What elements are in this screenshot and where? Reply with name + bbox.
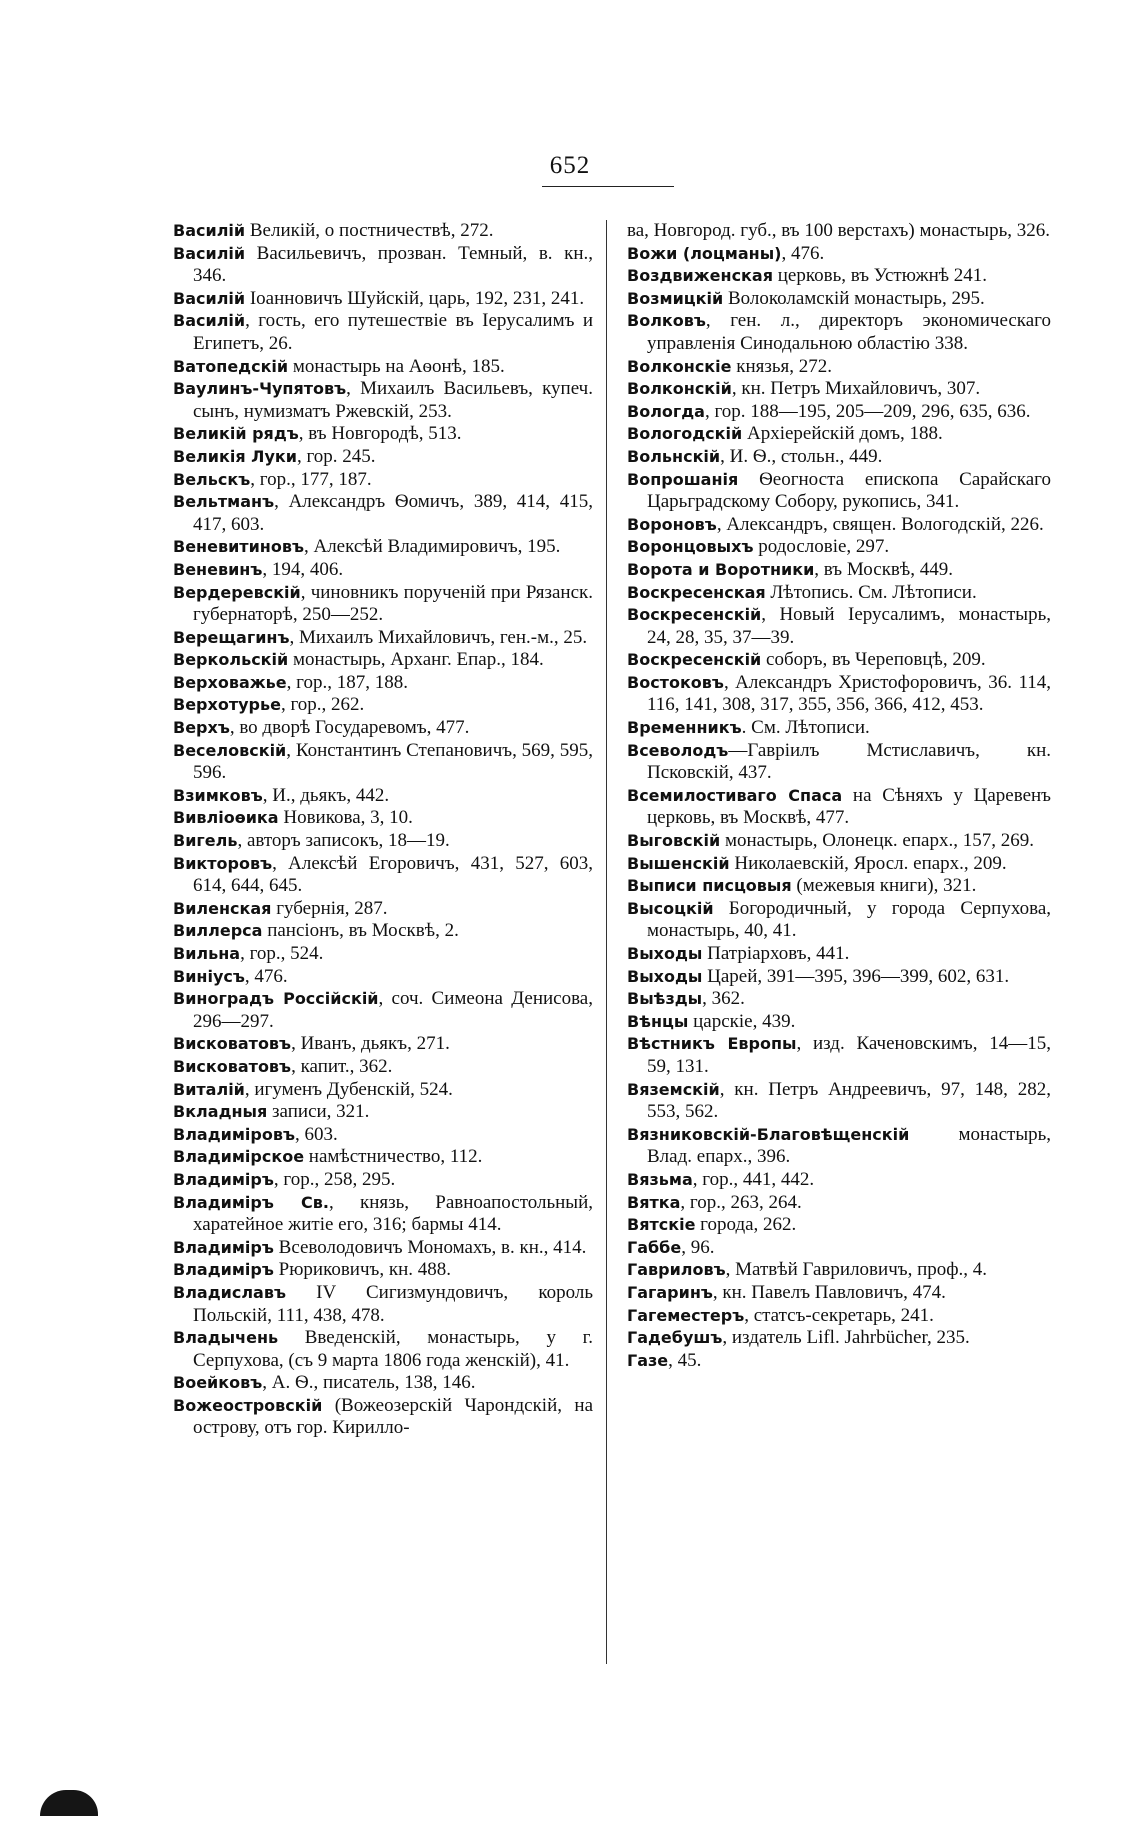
entry-text: , Михаилъ Васильевъ, купеч. сынъ, нумизматъ Ржевскій, 253. bbox=[193, 378, 593, 422]
entry-headword: Василій bbox=[173, 243, 246, 263]
entry-text: Рюриковичъ, кн. 488. bbox=[273, 1259, 452, 1281]
entry-headword: Висковатовъ bbox=[173, 1056, 292, 1076]
index-entry bbox=[627, 1169, 1051, 1192]
entry-headword: Владиміровъ bbox=[173, 1124, 295, 1144]
entry-headword: Верхъ bbox=[173, 718, 230, 738]
index-entry bbox=[173, 1056, 593, 1079]
entry-text: монастырь, Арханг. Епар., 184. bbox=[288, 649, 544, 671]
index-entry bbox=[173, 1079, 593, 1102]
entry-text: , изд. Каченовскимъ, 14—15, 59, 131. bbox=[647, 1033, 1051, 1077]
index-entry bbox=[627, 1327, 1051, 1350]
entry-headword: Вязьма bbox=[627, 1169, 693, 1189]
entry-headword: Возмицкій bbox=[627, 288, 724, 308]
index-entry bbox=[627, 1192, 1051, 1215]
index-entry bbox=[173, 649, 593, 672]
entry-text: , Алексѣй Егоровичъ, 431, 527, 603, 614, 644, 645. bbox=[193, 852, 593, 897]
entry-headword: Вороновъ bbox=[627, 514, 717, 534]
entry-text: церковь, въ Устюжнѣ 241. bbox=[772, 265, 988, 287]
index-entry bbox=[173, 1259, 593, 1282]
entry-headword: Вятскіе bbox=[627, 1215, 696, 1235]
index-entry bbox=[173, 1395, 593, 1440]
entry-headword: Высоцкій bbox=[627, 898, 714, 918]
entry-text: , И. Ѳ., стольн., 449. bbox=[720, 445, 883, 467]
index-entry bbox=[173, 243, 593, 288]
entry-text: , гор., 177, 187. bbox=[250, 468, 372, 490]
index-entry bbox=[627, 830, 1051, 853]
entry-text: , князь, Равноапостольный, харатейное житіе его, 316; бармы 414. bbox=[193, 1191, 593, 1236]
index-entry bbox=[173, 1101, 593, 1124]
index-entry bbox=[627, 672, 1051, 717]
entry-text: , капит., 362. bbox=[291, 1055, 393, 1077]
entry-headword: Василій bbox=[173, 221, 246, 240]
index-entry bbox=[627, 582, 1051, 605]
entry-headword: Владиміръ bbox=[173, 1260, 274, 1280]
index-entry bbox=[627, 875, 1051, 898]
entry-headword: Виніусъ bbox=[173, 966, 245, 986]
entry-text: , во дворѣ Государевомъ, 477. bbox=[229, 717, 470, 739]
entry-headword: Виленская bbox=[173, 898, 272, 918]
entry-text: , Михаилъ Михайловичъ, ген.-м., 25. bbox=[289, 626, 588, 648]
entry-headword: Воздвиженская bbox=[627, 266, 773, 286]
entry-headword: Виталій bbox=[173, 1079, 245, 1099]
entry-headword: Выходы bbox=[627, 944, 703, 963]
index-entry bbox=[173, 559, 593, 582]
entry-text: , гость, его путешествіе въ Іерусалимъ и Египетъ, 26. bbox=[193, 310, 593, 354]
entry-headword: Великій рядъ bbox=[173, 424, 299, 444]
entry-headword: Всеволодъ bbox=[627, 740, 729, 760]
index-entry bbox=[627, 966, 1051, 989]
entry-headword: Вельскъ bbox=[173, 469, 251, 489]
index-entry bbox=[627, 898, 1051, 943]
index-entry bbox=[627, 310, 1051, 355]
entry-text: монастырь, Влад. епарх., 396. bbox=[647, 1123, 1051, 1168]
entry-headword: Верховажье bbox=[173, 672, 287, 692]
entry-headword: Волковъ bbox=[627, 311, 706, 331]
index-entry bbox=[173, 807, 593, 830]
entry-text: Патріарховъ, 441. bbox=[702, 943, 850, 964]
entry-text: Іоанновичъ Шуйскій, царь, 192, 231, 241. bbox=[245, 287, 585, 309]
entry-headword: Воскресенскій bbox=[627, 650, 762, 670]
index-entry bbox=[173, 920, 593, 943]
entry-text: , Иванъ, дьякъ, 271. bbox=[291, 1033, 450, 1055]
entry-headword: Выходы bbox=[627, 966, 703, 986]
entry-headword: Ваулинъ-Чупятовъ bbox=[173, 379, 347, 399]
index-entry bbox=[173, 943, 593, 966]
entry-text: , И., дьякъ, 442. bbox=[262, 784, 390, 806]
index-entry bbox=[627, 423, 1051, 446]
entry-text: , кн. Павелъ Павловичъ, 474. bbox=[712, 1281, 946, 1303]
entry-headword: Викторовъ bbox=[173, 853, 273, 873]
entry-headword: Выговскій bbox=[627, 831, 721, 851]
index-entry bbox=[173, 446, 593, 469]
entry-headword: Вильна bbox=[173, 944, 241, 963]
index-entry bbox=[173, 1327, 593, 1372]
entry-text: родословіе, 297. bbox=[753, 536, 890, 558]
entry-text: Великій, о постничествѣ, 272. bbox=[245, 220, 494, 241]
index-entry bbox=[627, 401, 1051, 424]
index-entry bbox=[627, 943, 1051, 966]
entry-text: , Новый Іерусалимъ, монастырь, 24, 28, 35, 37—39. bbox=[647, 604, 1051, 648]
entry-headword: Владимірское bbox=[173, 1147, 305, 1167]
entry-text: (межевыя книги), 321. bbox=[791, 875, 977, 897]
entry-headword: Гавриловъ bbox=[627, 1260, 726, 1280]
entry-headword: Веркольскій bbox=[173, 650, 289, 670]
index-entry bbox=[173, 423, 593, 446]
entry-headword: Висковатовъ bbox=[173, 1034, 292, 1054]
entry-text: , гор. 188—195, 205—209, 296, 635, 636. bbox=[704, 400, 1031, 422]
entry-headword: Владиміръ Св. bbox=[173, 1192, 329, 1212]
entry-text: губернія, 287. bbox=[271, 897, 388, 919]
index-entry bbox=[627, 243, 1051, 266]
entry-text: монастырь на Аѳонѣ, 185. bbox=[288, 355, 505, 377]
entry-headword: Виноградъ Россійскій bbox=[173, 989, 379, 1009]
entry-headword: Вяземскій bbox=[627, 1079, 720, 1099]
index-entry bbox=[627, 1282, 1051, 1305]
index-entry bbox=[627, 1079, 1051, 1124]
entry-headword: Вологда bbox=[627, 401, 705, 421]
index-entry bbox=[173, 853, 593, 898]
entry-headword: Вѣнцы bbox=[627, 1011, 689, 1031]
index-entry bbox=[627, 536, 1051, 559]
entry-text: Васильевичъ, прозван. Темный, в. кн., 346. bbox=[193, 242, 593, 287]
entry-text: , гор., 263, 264. bbox=[680, 1191, 802, 1213]
index-entry bbox=[627, 220, 1051, 243]
entry-text: Введенскій, монастырь, у г. Серпухова, (съ 9 марта 1806 года женскій), 41. bbox=[193, 1327, 593, 1371]
entry-headword: Вышенскій bbox=[627, 853, 730, 873]
entry-text: IV Сигизмундовичъ, король Польскій, 111, 438, 478. bbox=[193, 1281, 593, 1326]
entry-text: , соч. Симеона Денисова, 296—297. bbox=[193, 988, 593, 1032]
index-entry bbox=[173, 582, 593, 627]
entry-headword: Волконскій bbox=[627, 379, 732, 399]
index-entry bbox=[627, 649, 1051, 672]
index-entry bbox=[627, 1214, 1051, 1237]
index-entry bbox=[627, 469, 1051, 514]
entry-headword: Вердеревскій bbox=[173, 582, 301, 602]
index-entry bbox=[627, 785, 1051, 830]
index-entry bbox=[627, 1033, 1051, 1078]
entry-headword: Востоковъ bbox=[627, 672, 724, 692]
entry-text: , гор., 262. bbox=[280, 694, 365, 716]
entry-text: , гор. 245. bbox=[296, 445, 376, 467]
entry-headword: Воскресенскій bbox=[627, 605, 762, 625]
entry-text: Волоколамскій монастырь, 295. bbox=[723, 287, 985, 309]
entry-text: , Константинъ Степановичъ, 569, 595, 596. bbox=[193, 739, 593, 784]
entry-text: города, 262. bbox=[695, 1214, 797, 1236]
entry-headword: Ворота и Воротники bbox=[627, 559, 815, 579]
entry-text: —Гавріилъ Мстиславичъ, кн. Псковскій, 437. bbox=[647, 739, 1051, 784]
index-entry bbox=[173, 356, 593, 379]
entry-text: , гор., 524. bbox=[240, 943, 324, 964]
entry-headword: Гадебушъ bbox=[627, 1328, 723, 1348]
index-entry bbox=[173, 627, 593, 650]
entry-headword: Гагаринъ bbox=[627, 1282, 713, 1302]
entry-headword: Вивліоѳика bbox=[173, 808, 279, 828]
entry-headword: Воейковъ bbox=[173, 1373, 263, 1393]
entry-text: , кн. Петръ Михайловичъ, 307. bbox=[731, 378, 981, 400]
entry-text: , Александръ Христофоровичъ, 36. 114, 116, 141, 308, 317, 355, 356, 366, 412, 453. bbox=[647, 671, 1051, 716]
index-entry bbox=[173, 1146, 593, 1169]
index-entry bbox=[627, 717, 1051, 740]
entry-headword: Верхотурье bbox=[173, 695, 281, 715]
index-entry bbox=[173, 1237, 593, 1260]
entry-headword: Вѣстникъ Европы bbox=[627, 1034, 797, 1054]
index-entry bbox=[173, 672, 593, 695]
entry-text: , чиновникъ порученій при Рязанск. губернаторѣ, 250—252. bbox=[193, 581, 593, 626]
entry-text: , 362. bbox=[702, 988, 745, 1010]
entry-text: , кн. Петръ Андреевичъ, 97, 148, 282, 553, 562. bbox=[647, 1078, 1051, 1123]
index-entry bbox=[627, 559, 1051, 582]
index-column-left bbox=[173, 220, 593, 1440]
entry-headword: Временникъ bbox=[627, 718, 742, 738]
entry-headword: Вязниковскій-Благовѣщенскій bbox=[627, 1124, 910, 1144]
entry-headword: Владиміръ bbox=[173, 1169, 274, 1189]
index-entry bbox=[627, 988, 1051, 1011]
index-entry bbox=[173, 288, 593, 311]
entry-text: , 45. bbox=[668, 1349, 702, 1371]
entry-text: , 603. bbox=[295, 1123, 338, 1145]
entry-headword: Выписи писцовыя bbox=[627, 876, 792, 896]
entry-text: , гор., 258, 295. bbox=[273, 1168, 396, 1190]
index-entry bbox=[627, 1011, 1051, 1034]
entry-text: , 194, 406. bbox=[262, 558, 344, 580]
index-entry bbox=[173, 740, 593, 785]
entry-headword: Вигель bbox=[173, 831, 238, 851]
index-entry bbox=[173, 1282, 593, 1327]
entry-headword: Великія Луки bbox=[173, 446, 297, 466]
entry-text: записи, 321. bbox=[267, 1101, 370, 1123]
entry-headword: Вопрошанія bbox=[627, 469, 739, 489]
entry-text: , 476. bbox=[781, 242, 825, 264]
index-entry bbox=[627, 1305, 1051, 1328]
entry-text: Царей, 391—395, 396—399, 602, 631. bbox=[702, 965, 1010, 987]
entry-headword: Владиславъ bbox=[173, 1282, 286, 1302]
entry-text: Николаевскій, Яросл. епарх., 209. bbox=[729, 852, 1007, 874]
entry-text: пансіонъ, въ Москвѣ, 2. bbox=[262, 920, 459, 942]
index-entry bbox=[173, 310, 593, 355]
index-entry bbox=[627, 514, 1051, 537]
entry-headword: Василій bbox=[173, 311, 246, 331]
entry-text: царскіе, 439. bbox=[688, 1010, 796, 1032]
index-entry bbox=[627, 1124, 1051, 1169]
entry-text: , игуменъ Дубенскій, 524. bbox=[244, 1078, 453, 1100]
index-entry bbox=[627, 356, 1051, 379]
index-entry bbox=[173, 469, 593, 492]
entry-headword: Взимковъ bbox=[173, 785, 263, 805]
index-column-right bbox=[627, 220, 1051, 1372]
entry-headword: Вожи (лоцманы) bbox=[627, 243, 782, 263]
index-entry bbox=[627, 1350, 1051, 1373]
entry-text: , гор., 441, 442. bbox=[692, 1168, 815, 1190]
entry-headword: Гагеместеръ bbox=[627, 1305, 745, 1325]
entry-headword: Вологодскій bbox=[627, 424, 743, 444]
entry-headword: Виллерса bbox=[173, 921, 263, 941]
index-entry bbox=[173, 1124, 593, 1147]
scan-edge-mark bbox=[40, 1790, 98, 1816]
entry-text: на Сѣняхъ у Царевенъ церковь, въ Москвѣ, 477. bbox=[647, 784, 1051, 829]
index-entry bbox=[627, 604, 1051, 649]
entry-headword: Веневитиновъ bbox=[173, 537, 304, 557]
entry-headword: Всемилостиваго Спаса bbox=[627, 785, 843, 805]
index-entry bbox=[627, 265, 1051, 288]
index-entry bbox=[173, 1033, 593, 1056]
index-entry bbox=[173, 785, 593, 808]
index-entry bbox=[173, 898, 593, 921]
entry-headword: Вельтманъ bbox=[173, 492, 275, 512]
entry-text: , Александръ, священ. Вологодскій, 226. bbox=[716, 513, 1044, 535]
entry-text: , Александръ Ѳомичъ, 389, 414, 415, 417, 603. bbox=[193, 491, 593, 535]
entry-text: намѣстничество, 112. bbox=[304, 1146, 483, 1168]
entry-text: , издатель Lifl. Jahrbücher, 235. bbox=[722, 1327, 970, 1349]
entry-headword: Вожеостровскій bbox=[173, 1395, 323, 1415]
entry-headword: Воскресенская bbox=[627, 582, 766, 602]
entry-text: (Вожеозерскій Чарондскій, на острову, отъ гор. Кирилло- bbox=[193, 1394, 593, 1439]
entry-headword: Волконскіе bbox=[627, 356, 732, 376]
index-entry bbox=[627, 853, 1051, 876]
entry-text: , 96. bbox=[681, 1236, 715, 1258]
entry-text: Всеволодовичъ Мономахъ, в. кн., 414. bbox=[273, 1236, 587, 1258]
index-entry bbox=[627, 446, 1051, 469]
page-number: 652 bbox=[549, 152, 591, 179]
entry-headword: Вкладныя bbox=[173, 1102, 268, 1122]
entry-text: , А. Ѳ., писатель, 138, 146. bbox=[262, 1372, 476, 1394]
entry-text: монастырь, Олонецк. епарх., 157, 269. bbox=[720, 830, 1034, 852]
entry-text: , 476. bbox=[244, 965, 288, 987]
entry-headword: Газе bbox=[627, 1350, 669, 1370]
entry-text: Архіерейскій домъ, 188. bbox=[742, 423, 943, 445]
entry-headword: Ватопедскій bbox=[173, 356, 289, 376]
entry-headword: Веселовскій bbox=[173, 740, 287, 760]
entry-text: , авторъ записокъ, 18—19. bbox=[237, 830, 450, 852]
index-entry bbox=[173, 536, 593, 559]
index-entry bbox=[173, 717, 593, 740]
header-rule bbox=[542, 186, 674, 187]
entry-text: , ген. л., директоръ экономическаго управленія Синодальною областію 338. bbox=[647, 310, 1051, 354]
entry-headword: Габбе bbox=[627, 1237, 682, 1257]
entry-headword: Василій bbox=[173, 288, 246, 308]
entry-text: Новикова, 3, 10. bbox=[278, 807, 413, 829]
index-entry bbox=[627, 288, 1051, 311]
index-entry bbox=[173, 830, 593, 853]
index-entry bbox=[173, 1192, 593, 1237]
entry-text: , въ Москвѣ, 449. bbox=[814, 558, 953, 580]
column-divider bbox=[606, 220, 607, 1664]
entry-text: , гор., 187, 188. bbox=[286, 671, 408, 693]
entry-text: ва, Новгород. губ., въ 100 верстахъ) монастырь, 326. bbox=[627, 220, 1050, 241]
entry-text: Лѣтопись. См. Лѣтописи. bbox=[765, 581, 977, 603]
entry-text: Богородичный, у города Серпухова, монастырь, 40, 41. bbox=[647, 897, 1051, 942]
entry-headword: Вятка bbox=[627, 1192, 681, 1212]
entry-text: . См. Лѣтописи. bbox=[741, 717, 870, 739]
index-entry bbox=[173, 694, 593, 717]
entry-headword: Выѣзды bbox=[627, 989, 703, 1009]
entry-text: , статсъ-секретарь, 241. bbox=[744, 1304, 934, 1326]
entry-headword: Верещагинъ bbox=[173, 627, 290, 647]
entry-text: , въ Новгородѣ, 513. bbox=[298, 423, 462, 445]
index-entry bbox=[173, 966, 593, 989]
entry-headword: Веневинъ bbox=[173, 559, 263, 579]
index-entry bbox=[627, 1259, 1051, 1282]
entry-text: князья, 272. bbox=[731, 355, 833, 377]
index-entry bbox=[173, 1372, 593, 1395]
index-entry bbox=[173, 491, 593, 536]
entry-headword: Воронцовыхъ bbox=[627, 537, 754, 557]
index-entry bbox=[627, 1237, 1051, 1260]
entry-headword: Вольнскій bbox=[627, 446, 721, 466]
entry-headword: Владычень bbox=[173, 1328, 279, 1348]
index-entry bbox=[173, 1169, 593, 1192]
index-entry bbox=[173, 378, 593, 423]
entry-text: , Матвѣй Гавриловичъ, проф., 4. bbox=[725, 1259, 988, 1281]
index-entry bbox=[173, 220, 593, 243]
entry-headword: Владиміръ bbox=[173, 1237, 274, 1257]
index-entry bbox=[627, 378, 1051, 401]
entry-text: , Алексѣй Владимировичъ, 195. bbox=[303, 536, 561, 558]
index-entry bbox=[173, 988, 593, 1033]
entry-text: соборъ, въ Череповцѣ, 209. bbox=[761, 649, 986, 671]
index-entry bbox=[627, 740, 1051, 785]
entry-text: Ѳеогноста епископа Сарайскаго Царьградскому Собору, рукопись, 341. bbox=[647, 468, 1051, 513]
